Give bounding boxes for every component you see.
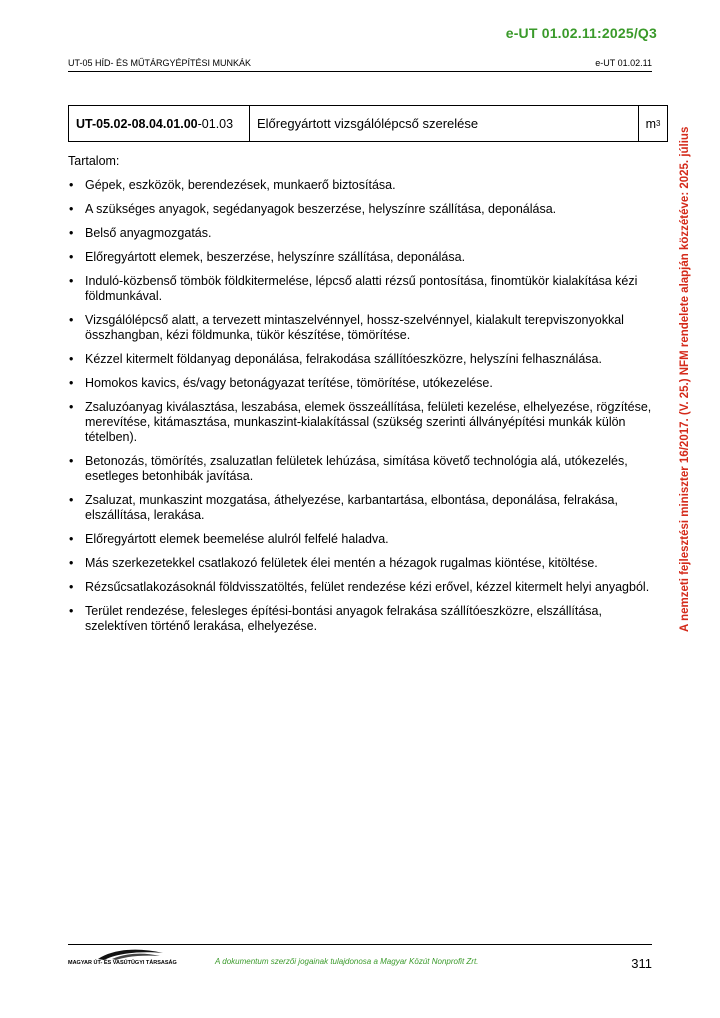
item-name-cell: Előregyártott vizsgálólépcső szerelése (250, 106, 639, 141)
item-header-table (68, 105, 668, 142)
logo-swoosh-icon (68, 947, 178, 961)
item-code-cell (69, 106, 250, 141)
list-item: • Más szerkezetekkel csatlakozó felületek élei mentén a hézagok rugalmas kiöntése, kitöltése. (68, 556, 658, 571)
content-list (68, 178, 658, 634)
list-item: • Terület rendezése, felesleges építési-bontási anyagok felrakása szállítóeszközre, elszállítása, szelektíven történő lerakása, elhelyezése. (68, 604, 658, 634)
content-title: Tartalom: (68, 154, 120, 168)
item-code-suffix: -01.03 (197, 116, 234, 131)
list-item: • Homokos kavics, és/vagy betonágyazat terítése, tömörítése, utókezelése. (68, 376, 658, 391)
document-reference: e-UT 01.02.11 (595, 58, 652, 68)
page-number: 311 (631, 956, 652, 971)
unit-base: m (645, 116, 656, 131)
content-section (68, 154, 658, 643)
logo-text: MAGYAR ÚT- ÉS VASÚTÜGYI TÁRSASÁG (68, 960, 177, 966)
list-item: • Zsaluzat, munkaszint mozgatása, áthelyezése, karbantartása, elbontása, deponálása, felrakása, elszállítása, lerakása. (68, 493, 658, 523)
list-item: • A szükséges anyagok, segédanyagok beszerzése, helyszínre szállítása, deponálása. (68, 202, 658, 217)
list-item: • Induló-közbenső tömbök földkitermelése, lépcső alatti rézsű pontosítása, finomtükör kialakítása kézi földmunkával. (68, 274, 658, 304)
footer-divider (68, 944, 652, 945)
list-item: • Betonozás, tömörítés, zsaluzatlan felületek lehúzása, simítása követő technológia alá, utókezelés, esetleges betonhibák javítása. (68, 454, 658, 484)
list-item: • Vizsgálólépcső alatt, a tervezett mintaszelvénnyel, hossz-szelvénnyel, kialakult terepviszonyokkal összhangban, kézi földmunka, tükör készítése, tömörítése. (68, 313, 658, 343)
association-logo (68, 947, 178, 969)
publication-note: A nemzeti fejlesztési miniszter 16/2017. (V. 25.) NFM rendelete alapján közzétéve: 2025. július (679, 126, 691, 632)
list-item: • Rézsűcsatlakozásoknál földvisszatöltés, felület rendezése kézi erővel, kézzel kitermelt helyi anyagból. (68, 580, 658, 595)
list-item: • Előregyártott elemek beemelése alulról felfelé haladva. (68, 532, 658, 547)
section-title: UT-05 HÍD- ÉS MŰTÁRGYÉPÍTÉSI MUNKÁK (68, 58, 252, 68)
item-code-main: UT-05.02-08.04.01.00 (76, 116, 198, 131)
list-item: • Előregyártott elemek, beszerzése, helyszínre szállítása, deponálása. (68, 250, 658, 265)
header-divider (68, 71, 652, 72)
list-item: • Zsaluzóanyag kiválasztása, leszabása, elemek összeállítása, felületi kezelése, elhelyezése, rögzítése, merevítése, kitámasztása, munkaszint-kialakítással (szükség szerinti állványépítési munkák külön tételben). (68, 400, 658, 445)
list-item: • Kézzel kitermelt földanyag deponálása, felrakodása szállítóeszközre, helyszíni felhasználása. (68, 352, 658, 367)
running-header (68, 58, 652, 68)
list-item: • Belső anyagmozgatás. (68, 226, 658, 241)
list-item: • Gépek, eszközök, berendezések, munkaerő biztosítása. (68, 178, 658, 193)
copyright-notice: A dokumentum szerzői jogainak tulajdonosa a Magyar Közút Nonprofit Zrt. (215, 957, 479, 966)
item-unit-cell: m 3 (645, 116, 661, 131)
document-code: e-UT 01.02.11:2025/Q3 (505, 25, 657, 41)
